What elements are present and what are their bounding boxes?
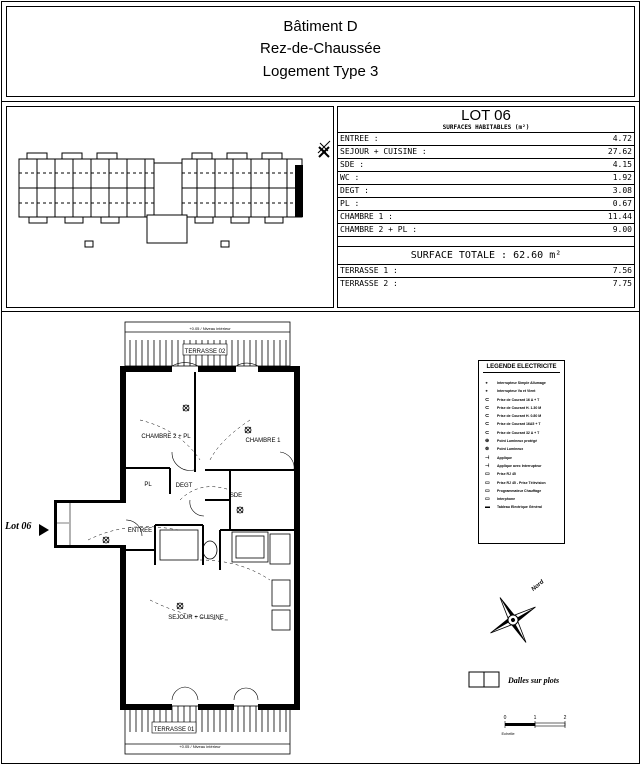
door-swings: [57, 363, 294, 700]
compass-icon: [477, 584, 548, 655]
legend-title: LEGENDE ELECTRICITE: [483, 364, 560, 373]
legend-item: ⊂ Prise de Courant H. 1.30 M: [485, 404, 542, 411]
surface-value: 1.92: [612, 173, 632, 182]
building-title: Bâtiment D: [283, 18, 358, 35]
legend-item: ⊕ Point Lumineux protégé: [485, 438, 538, 445]
legend-tv-icon: ▭: [485, 479, 490, 486]
scale-bar: [505, 721, 565, 728]
surface-label: SDE :: [340, 160, 365, 169]
dalles-label: Dalles sur plots: [508, 676, 560, 685]
legend-item: ⊂ Prise de Courant 16A5 + T: [485, 421, 541, 428]
legend-light-icon: ⊗: [485, 446, 490, 453]
surface-label: ENTREE :: [340, 134, 379, 143]
room-label-pl: PL: [144, 482, 152, 488]
surface-label: DEGT :: [340, 186, 369, 195]
legend-sconce-icon: ⊣: [485, 454, 490, 461]
room-label-sde: SDE: [229, 493, 243, 499]
legend-item: ▭ Programmateur Chauffage: [485, 487, 542, 494]
terrace-top-label: TERRASSE 02: [184, 349, 226, 355]
surfaces-heading: SURFACES HABITABLES (m²): [338, 124, 634, 133]
legend-item: ⊂ Prise de Courant 16 A + T: [485, 396, 540, 403]
legend-outlet-icon: ⊂: [485, 396, 490, 403]
terrace-value: 7.56: [612, 266, 632, 275]
surface-value: 4.15: [612, 160, 632, 169]
legend-item: ⊗ Point Lumineux: [485, 446, 524, 453]
legend-item: ⊣ Applique: [485, 454, 512, 461]
scale-two: 2: [563, 715, 567, 721]
legend-item: ▬ Tableau Electrique Général: [485, 504, 542, 511]
unit-type-title: Logement Type 3: [262, 63, 379, 80]
level-bottom-label: +0.05 / Niveau intérieur: [179, 744, 221, 749]
surface-label: PL :: [340, 199, 360, 208]
lot-marker-label: Lot 06: [5, 521, 32, 532]
legend-rj45-icon: ▭: [485, 471, 490, 478]
room-label-degt: DEGT: [175, 483, 193, 489]
legend-outlet-icon: ⊂: [485, 421, 490, 428]
room-label-sejour: SEJOUR + CUISINE: [168, 615, 224, 621]
legend-switch-icon: ∘: [485, 388, 489, 395]
terrace-label: TERRASSE 2 :: [340, 279, 398, 288]
floor-title: Rez-de-Chaussée: [260, 40, 381, 57]
legend-outlet-icon: ⊂: [485, 429, 490, 436]
lot-title: LOT 06: [461, 107, 511, 124]
legend-light-protected-icon: ⊕: [485, 438, 490, 445]
legend-item: ▭ Prise RJ 45 - Prise Télévision: [485, 479, 546, 486]
legend-item: ⊂ Prise de Courant H. 0.80 M: [485, 413, 542, 420]
legend-sconce-icon: ⊣: [485, 462, 490, 469]
surface-value: 9.00: [612, 225, 632, 234]
legend-item: ▭ Interphone: [485, 496, 516, 503]
north-label: Nord: [530, 579, 546, 593]
surface-value: 3.08: [612, 186, 632, 195]
surface-value: 11.44: [607, 212, 632, 221]
surface-label: CHAMBRE 2 + PL :: [340, 225, 418, 234]
scale-label: Echelle: [501, 731, 515, 736]
legend-item: ∘ Interrupteur Simple Allumage: [485, 380, 546, 386]
surface-value: 27.62: [607, 147, 632, 156]
legend-item: ▭ Prise RJ 45: [485, 471, 516, 478]
surface-total: SURFACE TOTALE : 62.60 m²: [338, 247, 634, 265]
surface-label: WC :: [340, 173, 360, 182]
electrical-wiring: [88, 420, 270, 620]
level-top-label: +0.05 / Niveau intérieur: [189, 326, 231, 331]
exterior-walls: [54, 366, 300, 710]
legend-item: ⊣ Applique avec Interrupteur: [485, 462, 542, 469]
terrace-label: TERRASSE 1 :: [340, 266, 398, 275]
legend-item: ⊂ Prise de Courant 32 A + T: [485, 429, 540, 436]
lot-arrow-icon: [39, 524, 49, 536]
room-label-chambre1: CHAMBRE 1: [245, 438, 281, 444]
legend-panel-icon: ▬: [485, 504, 490, 511]
legend-thermostat-icon: ▭: [485, 487, 490, 494]
terrace-value: 7.75: [612, 279, 632, 288]
surface-value: 4.72: [612, 134, 632, 143]
legend-outlet-icon: ⊂: [485, 413, 490, 420]
surface-label: CHAMBRE 1 :: [340, 212, 393, 221]
legend-outlet-icon: ⊂: [485, 404, 490, 411]
scale-one: 1: [533, 715, 537, 721]
legend-item: ∘ Interrupteur Va et Vient: [485, 388, 536, 395]
surface-value: 0.67: [612, 199, 632, 208]
surface-label: SEJOUR + CUISINE :: [340, 147, 427, 156]
room-label-chambre2: CHAMBRE 2 + PL: [141, 434, 191, 440]
electrical-legend: [478, 360, 565, 544]
terrace-bottom-label: TERRASSE 01: [153, 727, 195, 733]
legend-switch-icon: ∘: [485, 380, 489, 386]
room-label-entree: ENTREE: [127, 528, 153, 534]
legend-intercom-icon: ▭: [485, 496, 490, 503]
scale-zero: 0: [503, 715, 507, 721]
